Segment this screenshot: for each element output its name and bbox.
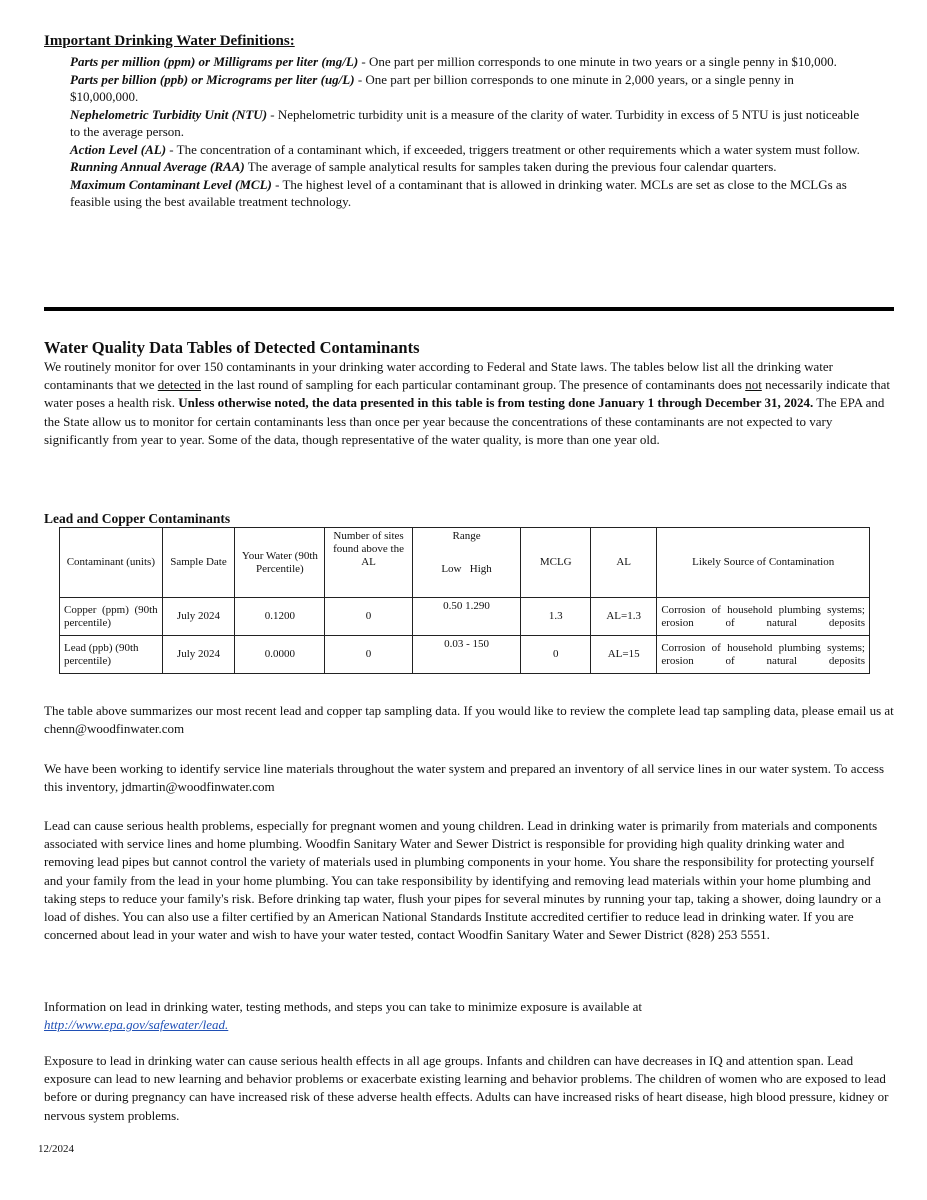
header-range [412,528,521,598]
definition-item [70,71,860,106]
cell-contaminant: Copper (ppm) (90th percentile) [60,598,163,636]
header-low: Low [441,563,462,575]
intro-text: We routinely monitor for over 150 contaminants in your drinking water according to Federal and State laws. The tables below list all the drinking water contaminants that we [44,359,833,393]
footer-date: 12/2024 [38,1143,75,1155]
intro-date-range: Unless otherwise noted, the data presented in this table is from testing done January 1 through December 31, 2024. [178,395,814,411]
definition-term: Maximum Contaminant Level (MCL) [70,176,272,192]
definition-text: - One part per million corresponds to one minute in two years or a single penny in $10,000. [358,54,837,69]
intro-text: necessarily indicate that water poses a health risk. [44,377,890,411]
definitions-heading: Important Drinking Water Definitions: [44,33,295,49]
cell-al: AL=15 [590,636,656,674]
lead-copper-table [59,527,870,674]
lead-health-paragraph: Lead can cause serious health problems, especially for pregnant women and young children. Lead in drinking water is primarily from materials and components associated with service lines and home plumbing. Woodfin Sanitary Water and Sewer District is responsible for providing high quality drinking water and removing lead pipes but cannot control the variety of materials used in plumbing components in your home. You share the responsibility for protecting yourself and your family from the lead in your home plumbing. You can take responsibility by identifying and removing lead materials within your home plumbing and taking steps to reduce your family's risk. Before drinking tap water, flush your pipes for several minutes by running your tap, taking a shower, doing laundry or a load of dishes. You can also use a filter certified by an American National Standards Institute accredited certifier to reduce lead in drinking water. If you are concerned about lead in your water and wish to have your water tested, contact Woodfin Sanitary Water and Sewer District (828) 253 5551. [44,818,882,943]
definition-text: - The highest level of a contaminant that is allowed in drinking water. MCLs are set as close to the MCLGs as feasible using the best available treatment technology. [70,176,847,209]
intro-text: in the last round of sampling for each particular contaminant group. The presence of contaminants does [201,377,746,393]
cell-range: 0.50 1.290 [412,598,521,636]
cell-contaminant: Lead (ppb) (90th percentile) [60,636,163,674]
cell-sample-date: July 2024 [162,636,235,674]
cell-sites-above: 0 [325,598,412,636]
info-paragraph [44,998,894,1034]
definition-item [70,158,860,176]
cell-range: 0.03 - 150 [412,636,521,674]
definitions-list [70,53,860,211]
inventory-paragraph: We have been working to identify service line materials throughout the water system and prepared an inventory of all service lines in our water system. To access this inventory, jdmartin@woodfinwater.com [44,761,885,795]
intro-not: not [745,377,762,393]
header-sites-above: Number of sites found above the AL [325,528,412,598]
exposure-paragraph: Exposure to lead in drinking water can cause serious health effects in all age groups. Infants and children can have decreases in IQ and attention span. Lead exposure can lead to new learning and behavior problems or exacerbate existing learning and behavior problems. The children of women who are exposed to lead before or during pregnancy can have increased risk of these adverse health effects. Adults can have increased risks of heart disease, high blood pressure, kidney or nervous system problems. [44,1053,889,1123]
cell-mclg: 0 [521,636,590,674]
cell-your-water: 0.0000 [235,636,325,674]
cell-mclg: 1.3 [521,598,590,636]
lead-copper-title: Lead and Copper Contaminants [44,511,231,526]
header-contaminant: Contaminant (units) [60,528,163,598]
definition-text: - Nephelometric turbidity unit is a measure of the clarity of water. Turbidity in excess of 5 NTU is just noticeable to the average person. [70,106,860,139]
definition-text: - The concentration of a contaminant which, if exceeded, triggers treatment or other requirements which a water system must follow. [166,141,860,157]
definition-term: Running Annual Average (RAA) [70,159,245,174]
header-mclg: MCLG [521,528,590,598]
definition-item [70,106,860,141]
header-your-water: Your Water (90th Percentile) [235,528,325,598]
header-sample-date: Sample Date [162,528,235,598]
cell-al: AL=1.3 [590,598,656,636]
definition-item [70,141,860,159]
header-high: High [469,563,492,575]
definition-item [70,176,860,211]
epa-lead-link[interactable]: http://www.epa.gov/safewater/lead. [44,1017,229,1033]
definition-term: Action Level (AL) [70,141,167,157]
header-al: AL [590,528,656,598]
header-range-label: Range [452,530,481,542]
intro-detected: detected [157,377,202,393]
definition-term: Parts per million (ppm) or Milligrams per liter (mg/L) [70,54,359,69]
table-header-row [60,528,870,598]
table-row [60,598,870,636]
cell-your-water: 0.1200 [235,598,325,636]
summary-paragraph: The table above summarizes our most recent lead and copper tap sampling data. If you would like to review the complete lead tap sampling data, please email us at chenn@woodfinwater.com [44,703,894,737]
cell-source: Corrosion of household plumbing systems; erosion of natural deposits [657,636,870,674]
definition-text: The average of sample analytical results for samples taken during the previous four calendar quarters. [244,159,777,174]
definition-item [70,53,860,71]
info-text: Information on lead in drinking water, testing methods, and steps you can take to minimize exposure is available at [44,999,643,1014]
header-low-high [417,563,517,576]
intro-text: The EPA and the State allow us to monitor for certain contaminants less than once per year because the concentrations of these contaminants are not expected to vary significantly from year to year. Some of the data, though representative of the water quality, is more than one year old. [44,395,885,447]
definition-text: - One part per billion corresponds to one minute in 2,000 years, or a single penny in $10,000,000. [70,71,794,104]
cell-sites-above: 0 [325,636,412,674]
water-quality-title: Water Quality Data Tables of Detected Contaminants [44,338,420,357]
water-quality-intro [44,358,894,449]
definition-term: Parts per billion (ppb) or Micrograms per liter (ug/L) [70,71,355,87]
section-divider [44,307,894,311]
table-row [60,636,870,674]
cell-source: Corrosion of household plumbing systems; erosion of natural deposits [657,598,870,636]
header-source: Likely Source of Contamination [657,528,870,598]
definition-term: Nephelometric Turbidity Unit (NTU) [70,106,268,122]
cell-sample-date: July 2024 [162,598,235,636]
